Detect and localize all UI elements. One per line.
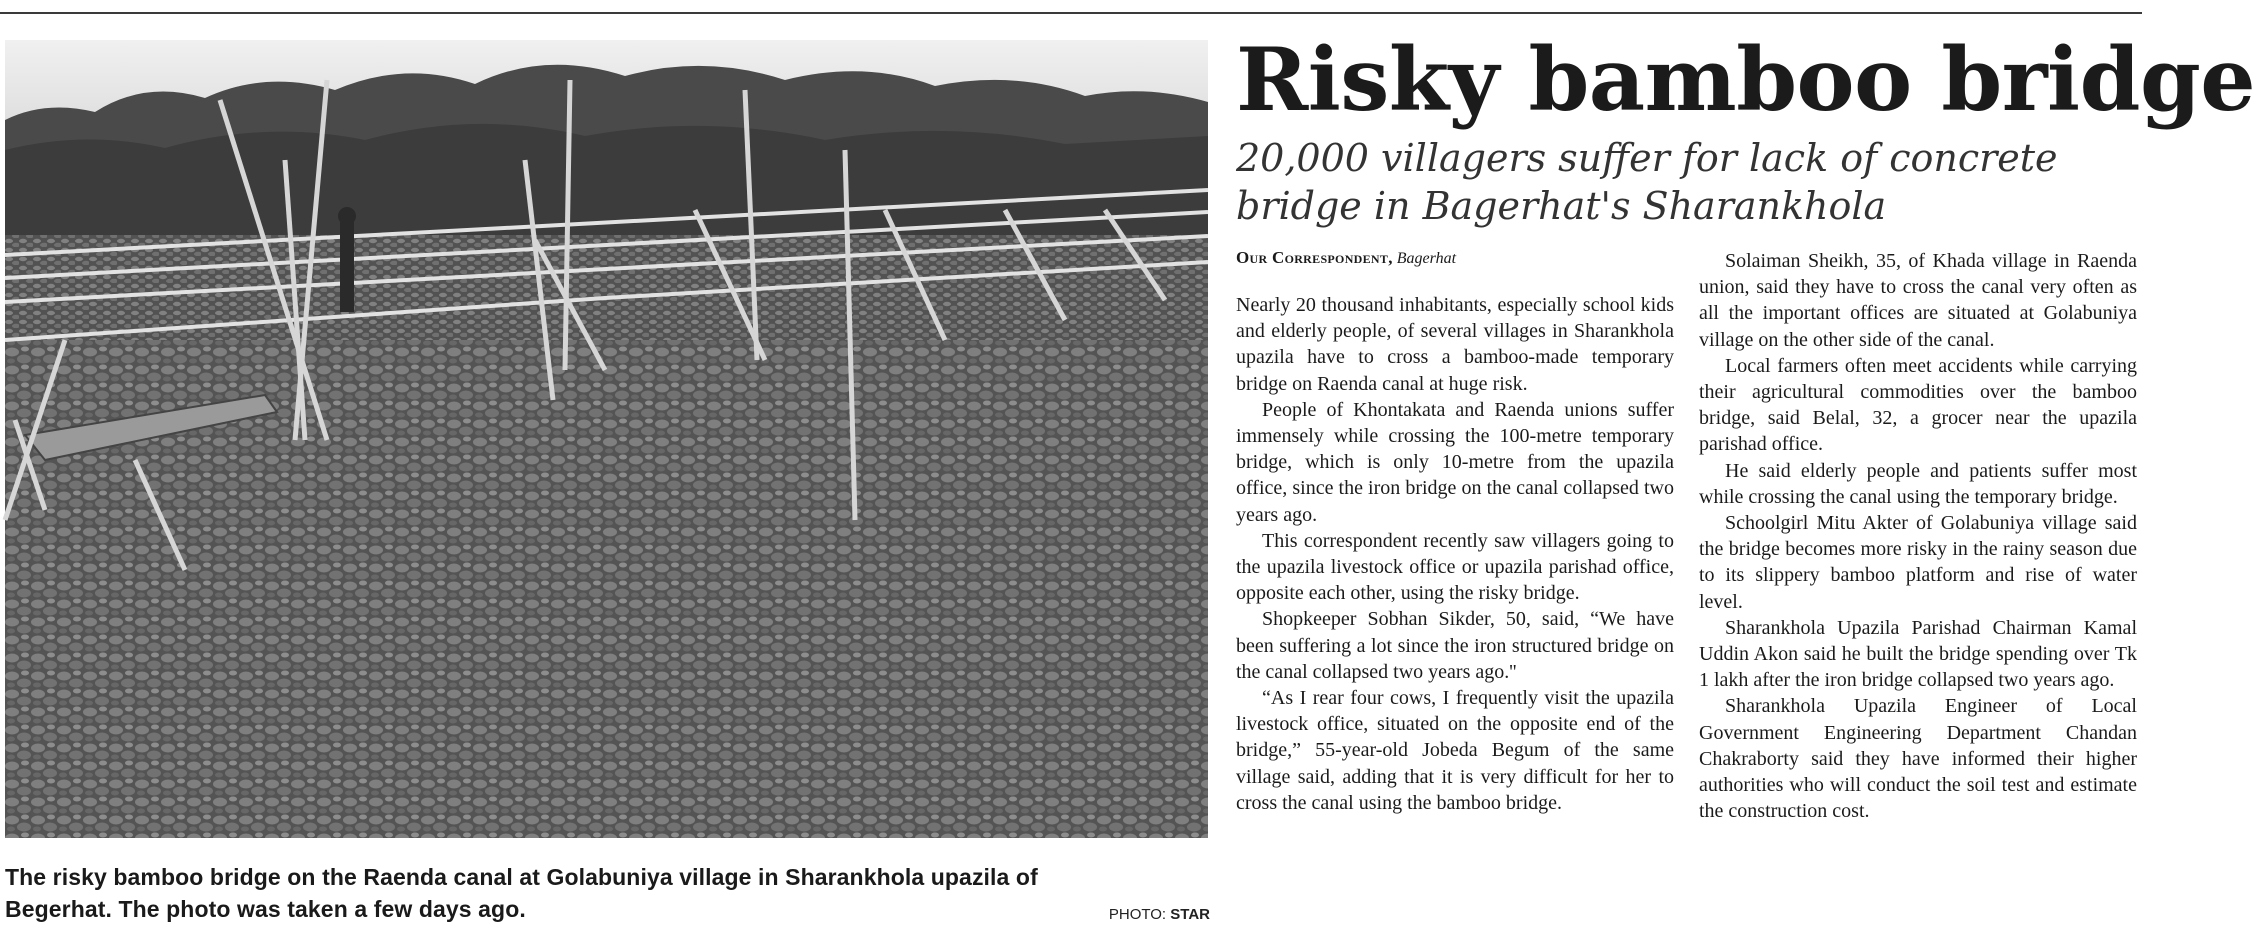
photo-credit [1092,906,1210,923]
paragraph: Shopkeeper Sobhan Sikder, 50, said, “We have been suffering a lot since the iron structured bridge on the canal collapsed two years ago.'' [1236,608,1674,683]
article-column-2 [1699,248,2137,824]
top-rule [0,12,2142,14]
paragraph: Schoolgirl Mitu Akter of Golabuniya village said the bridge becomes more risky in the rainy season due to its slippery bamboo platform and rise of water level. [1699,512,2137,613]
paragraph: People of Khontakata and Raenda unions suffer immensely while crossing the 100-metre temporary bridge, which is only 10-metre from the upazila office, since the iron bridge on the canal collapsed two years ago. [1236,398,1674,526]
headline: Risky bamboo bridge [1236,28,2255,131]
byline [1236,248,1706,268]
paragraph: “As I rear four cows, I frequently visit the upazila livestock office, situated on the opposite end of the bridge,” 55-year-old Jobeda Begum of the same village said, adding that it is very difficult for her to cross the canal using the bamboo bridge. [1236,687,1674,814]
paragraph: Solaiman Sheikh, 35, of Khada village in Raenda union, said they have to cross the canal very often as all the important offices are situated at Golabuniya village on the other side of the canal. [1699,250,2137,351]
credit-source: STAR [1170,906,1210,923]
news-photo [5,40,1208,838]
paragraph: Nearly 20 thousand inhabitants, especially school kids and elderly people, of several villages in Sharankhola upazila have to cross a bamboo-made temporary bridge on Raenda canal at huge risk. [1236,294,1674,395]
credit-prefix: PHOTO: [1108,906,1167,923]
photo-caption: The risky bamboo bridge on the Raenda canal at Golabuniya village in Sharankhola upazila of Begerhat. The photo was taken a few days ago. [5,864,1038,922]
paragraph: He said elderly people and patients suffer most while crossing the canal using the temporary bridge. [1699,459,2137,508]
paragraph: This correspondent recently saw villagers going to the upazila livestock office or upazila parishad office, opposite each other, using the risky bridge. [1236,529,1674,605]
subheadline: 20,000 villagers suffer for lack of concrete bridge in Bagerhat's Sharankhola [1236,136,2058,228]
paragraph: Local farmers often meet accidents while carrying their agricultural commodities over the bamboo bridge, said Belal, 32, a grocer near the upazila parishad office. [1699,354,2137,456]
byline-place: Bagerhat [1396,250,1457,267]
paragraph: Sharankhola Upazila Engineer of Local Government Engineering Department Chandan Chakraborty said they have informed their higher authorities who will conduct the soil test and estimate the construction cost. [1699,695,2137,823]
byline-name: Our Correspondent, [1236,248,1393,267]
paragraph: Sharankhola Upazila Parishad Chairman Kamal Uddin Akon said he built the bridge spending over Tk 1 lakh after the iron bridge collapsed two years ago. [1699,616,2137,692]
article-column-1 [1236,292,1674,816]
